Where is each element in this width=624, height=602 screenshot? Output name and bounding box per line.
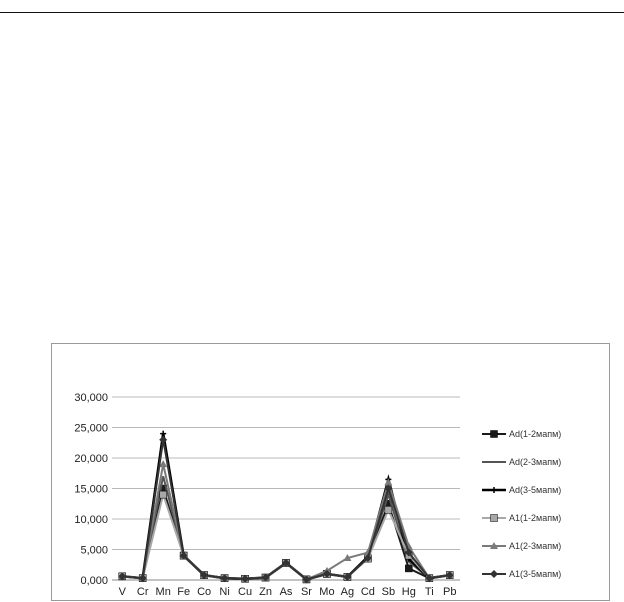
data-point — [405, 565, 412, 572]
legend-label: Ad(1-2мапм) — [509, 429, 562, 439]
x-tick-label: Pb — [443, 586, 457, 598]
x-tick-label: Hg — [401, 586, 416, 598]
x-tick-label: Co — [197, 586, 212, 598]
data-point — [385, 506, 392, 513]
legend-label: Ad(3-5мапм) — [509, 485, 562, 495]
y-tick-label: 30,000 — [74, 392, 108, 404]
legend-marker — [491, 431, 498, 438]
y-tick-label: 10,000 — [74, 514, 108, 526]
y-tick-label: 25,000 — [74, 422, 108, 435]
legend-marker — [491, 487, 497, 493]
x-tick-label: Sb — [381, 586, 396, 598]
line-chart — [52, 344, 609, 600]
data-point — [160, 491, 167, 498]
x-tick-label: Zn — [259, 586, 272, 598]
x-tick-label: Cu — [238, 586, 253, 598]
top-rule — [0, 12, 624, 13]
legend-label: A1(1-2мапм) — [509, 513, 562, 523]
y-tick-label: 0,000 — [80, 575, 108, 587]
y-tick-label: 5,000 — [80, 544, 108, 557]
x-tick-label: Ag — [340, 586, 355, 598]
x-tick-label: Cd — [360, 586, 375, 598]
x-tick-label: Fe — [177, 586, 191, 598]
x-tick-label: Mo — [319, 586, 335, 598]
legend-marker — [491, 515, 498, 522]
x-tick-label: As — [279, 586, 293, 598]
y-tick-label: 20,000 — [74, 453, 108, 465]
x-tick-label: Cr — [136, 586, 149, 598]
legend-label: A1(2-3мапм) — [509, 541, 562, 551]
x-tick-label: Ti — [424, 586, 434, 598]
x-tick-label: V — [118, 586, 126, 598]
x-tick-label: Mn — [155, 586, 171, 598]
legend-label: A1(3-5мапм) — [509, 569, 562, 579]
x-tick-label: Ni — [219, 586, 230, 598]
chart-frame — [51, 343, 610, 601]
legend-marker — [490, 570, 498, 578]
legend-label: Ad(2-3мапм) — [509, 457, 562, 467]
y-tick-label: 15,000 — [74, 483, 108, 496]
x-tick-label: Sr — [300, 586, 312, 598]
